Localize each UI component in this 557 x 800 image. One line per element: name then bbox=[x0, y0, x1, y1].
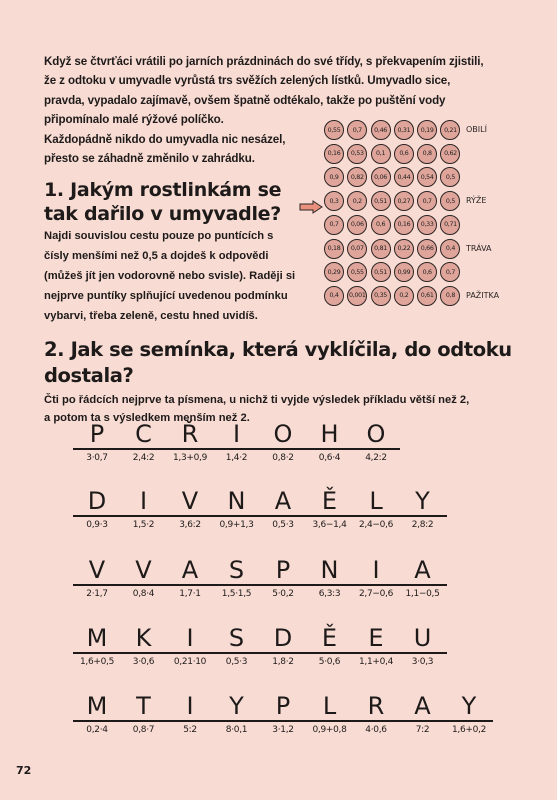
question-1-title: 1. Jakým rostlinkám se tak dařilo v umyvadle? bbox=[44, 179, 282, 225]
underline bbox=[120, 584, 168, 586]
puzzle-letter: I bbox=[186, 624, 194, 652]
number-dot: 0,3 bbox=[324, 191, 344, 211]
underline bbox=[352, 584, 400, 586]
puzzle-letter: I bbox=[372, 556, 380, 584]
puzzle-letter: I bbox=[139, 487, 148, 515]
math-expression: 0,2·4 bbox=[86, 725, 108, 735]
grid-row bbox=[324, 286, 464, 310]
intro-line: že z odtoku v umyvadle vyrůstá trs svěžích zelených lístků. Umyvadlo sice, bbox=[44, 74, 451, 88]
math-expression: 0,8·2 bbox=[272, 453, 294, 463]
number-dot: 0,54 bbox=[417, 167, 437, 187]
underline bbox=[259, 720, 307, 722]
puzzle-letter: S bbox=[228, 556, 245, 584]
puzzle-letter: L bbox=[322, 692, 337, 720]
math-expression: 1,7·1 bbox=[179, 589, 201, 599]
puzzle-letter: I bbox=[232, 420, 241, 448]
underline bbox=[213, 720, 261, 722]
number-dot: 0,61 bbox=[417, 286, 437, 306]
number-dot: 0,18 bbox=[324, 239, 344, 259]
puzzle-letter: O bbox=[366, 420, 386, 448]
intro-line: Každopádně nikdo do umyvadla nic nesázel, bbox=[44, 132, 286, 146]
letter-cell bbox=[76, 624, 118, 667]
underline bbox=[73, 515, 121, 517]
question-2-text-line: Čti po řádcích nejprve ta písmena, u nichž ti vyjde výsledek příkladu větší než 2, bbox=[44, 394, 470, 406]
math-expression: 0,9+0,8 bbox=[312, 725, 347, 735]
letter-cell bbox=[216, 487, 258, 530]
math-expression: 3·0,7 bbox=[86, 453, 108, 463]
puzzle-letter: Y bbox=[461, 692, 477, 720]
puzzle-letter: A bbox=[181, 556, 199, 584]
number-dot: 0,2 bbox=[394, 286, 414, 306]
underline bbox=[352, 720, 400, 722]
number-dot: 0,5 bbox=[440, 191, 460, 211]
math-expression: 1,4·2 bbox=[225, 453, 248, 463]
letter-cell bbox=[169, 487, 211, 530]
letter-cell bbox=[76, 556, 118, 599]
puzzle-letter: M bbox=[86, 692, 108, 720]
number-dot: 0,53 bbox=[347, 144, 367, 164]
grid-row bbox=[324, 167, 464, 191]
math-expression: 3·1,2 bbox=[272, 725, 294, 735]
number-dot: 0,5 bbox=[440, 167, 460, 187]
underline bbox=[399, 515, 447, 517]
number-dot: 0,7 bbox=[347, 120, 367, 140]
question-2-text-line: a potom ta s výsledkem menším než 2. bbox=[44, 412, 250, 424]
math-expression: 2,7−0,6 bbox=[358, 589, 394, 599]
puzzle-letter: Y bbox=[229, 692, 244, 720]
underline bbox=[73, 720, 121, 722]
number-dot: 0,21 bbox=[440, 120, 460, 140]
math-expression: 2·1,7 bbox=[86, 589, 108, 599]
underline bbox=[399, 584, 447, 586]
underline bbox=[352, 448, 400, 450]
underline bbox=[166, 515, 214, 517]
math-expression: 1,6+0,5 bbox=[79, 657, 115, 667]
letter-cell bbox=[355, 624, 397, 667]
number-dot: 0,06 bbox=[371, 167, 391, 187]
letter-cell bbox=[169, 692, 211, 735]
underline bbox=[306, 515, 354, 517]
math-expression: 6,3:3 bbox=[318, 589, 341, 599]
intro-line: připomínalo malé rýžové políčko. bbox=[44, 113, 224, 127]
puzzle-letter: U bbox=[413, 624, 432, 652]
letter-cell bbox=[123, 624, 165, 667]
math-expression: 2,8:2 bbox=[411, 520, 434, 530]
letter-cell bbox=[448, 692, 490, 735]
number-dot: 0,35 bbox=[371, 286, 391, 306]
math-expression: 5·0,2 bbox=[272, 589, 294, 599]
puzzle-letter: K bbox=[135, 624, 152, 652]
underline bbox=[166, 448, 214, 450]
underline bbox=[352, 515, 400, 517]
number-dot: 0,9 bbox=[324, 167, 344, 187]
math-expression: 7:2 bbox=[415, 725, 430, 735]
letter-cell bbox=[123, 692, 165, 735]
letter-cell bbox=[309, 487, 351, 530]
page-number: 72 bbox=[16, 764, 32, 777]
puzzle-letter: A bbox=[274, 487, 292, 515]
math-expression: 0,8·4 bbox=[132, 589, 155, 599]
letter-cell bbox=[216, 692, 258, 735]
number-dot: 0,66 bbox=[417, 239, 437, 259]
plant-label: TRÁVA bbox=[466, 243, 492, 253]
question-2 bbox=[44, 337, 524, 427]
puzzle-letter: N bbox=[227, 487, 246, 515]
puzzle-letter: V bbox=[181, 487, 199, 515]
underline bbox=[166, 652, 214, 654]
math-expression: 3·0,3 bbox=[411, 657, 434, 667]
puzzle-letter: P bbox=[275, 556, 291, 584]
puzzle-letter: R bbox=[367, 692, 385, 720]
number-dot: 0,71 bbox=[440, 215, 460, 235]
math-expression: 1,8·2 bbox=[272, 657, 294, 667]
underline bbox=[306, 652, 354, 654]
puzzle-letter: D bbox=[273, 624, 293, 652]
math-expression: 4,2:2 bbox=[365, 453, 387, 463]
math-expression: 0,6·4 bbox=[318, 453, 341, 463]
letter-cell bbox=[216, 624, 258, 667]
number-dot: 0,07 bbox=[347, 239, 367, 259]
underline bbox=[120, 652, 168, 654]
letter-cell bbox=[262, 556, 304, 599]
underline bbox=[399, 720, 447, 722]
grid-row bbox=[324, 239, 464, 263]
letter-cell bbox=[169, 624, 211, 667]
puzzle-letter: N bbox=[320, 556, 339, 584]
puzzle-letter: S bbox=[228, 624, 245, 652]
puzzle-letter: A bbox=[414, 692, 431, 720]
number-dot: 0,51 bbox=[371, 262, 391, 282]
underline bbox=[73, 448, 121, 450]
letter-cell bbox=[402, 487, 444, 530]
number-dot: 0,7 bbox=[324, 215, 344, 235]
letter-cell bbox=[355, 692, 397, 735]
math-expression: 1,3+0,9 bbox=[172, 453, 208, 463]
math-expression: 0,8·7 bbox=[132, 725, 155, 735]
math-expression: 2,4−0,6 bbox=[358, 520, 394, 530]
puzzle-letter: L bbox=[369, 487, 383, 515]
intro-line: Když se čtvrťáci vrátili po jarních prázdninách do své třídy, s překvapením zjistili, bbox=[44, 55, 484, 68]
math-expression: 1,1+0,4 bbox=[358, 657, 394, 667]
letter-cell bbox=[76, 487, 118, 530]
number-dot: 0,16 bbox=[324, 144, 344, 164]
math-expression: 0,21·10 bbox=[173, 657, 207, 667]
math-expression: 1,6+0,2 bbox=[451, 725, 487, 735]
underline bbox=[306, 448, 354, 450]
puzzle-letter: A bbox=[414, 556, 431, 584]
math-expression: 3·0,6 bbox=[132, 657, 155, 667]
math-expression: 3,6:2 bbox=[179, 520, 201, 530]
puzzle-letter: P bbox=[89, 420, 105, 448]
math-expression: 5·0,6 bbox=[318, 657, 341, 667]
intro-line: přesto se záhadně změnilo v zahrádku. bbox=[44, 152, 255, 166]
puzzle-letter: Ě bbox=[321, 624, 338, 652]
number-dot: 0,29 bbox=[324, 262, 344, 282]
letter-cell bbox=[76, 420, 118, 463]
underline bbox=[306, 720, 354, 722]
puzzle-letter: M bbox=[86, 624, 108, 652]
number-dot: 0,55 bbox=[324, 120, 344, 140]
math-expression: 1,5·2 bbox=[132, 520, 155, 530]
number-dot: 0,7 bbox=[440, 262, 460, 282]
number-dot: 0,82 bbox=[347, 167, 367, 187]
letter-cell bbox=[123, 420, 165, 463]
question-1 bbox=[44, 178, 298, 326]
grid-row bbox=[324, 262, 464, 286]
number-dot: 0,51 bbox=[371, 191, 391, 211]
underline bbox=[213, 584, 261, 586]
underline bbox=[259, 652, 307, 654]
number-dot: 0,44 bbox=[394, 167, 414, 187]
plant-label: OBILÍ bbox=[466, 125, 487, 134]
number-dot: 0,22 bbox=[394, 239, 414, 259]
arrow-right-icon bbox=[299, 200, 323, 214]
math-expression: 3,6−1,4 bbox=[312, 520, 347, 530]
letter-cell bbox=[262, 420, 304, 463]
letter-cell bbox=[309, 420, 351, 463]
number-dot: 0,31 bbox=[394, 120, 414, 140]
underline bbox=[120, 515, 168, 517]
underline bbox=[120, 448, 168, 450]
letter-cell bbox=[169, 420, 211, 463]
letter-cell bbox=[309, 624, 351, 667]
number-dot: 0,81 bbox=[371, 239, 391, 259]
number-dot: 0,001 bbox=[347, 286, 367, 306]
underline bbox=[445, 720, 493, 722]
letter-cell bbox=[402, 692, 444, 735]
underline bbox=[166, 584, 214, 586]
grid-row bbox=[324, 144, 464, 168]
math-expression: 0,5·3 bbox=[225, 657, 248, 667]
number-dot: 0,8 bbox=[417, 144, 437, 164]
puzzle-letter: I bbox=[186, 692, 194, 720]
puzzle-letter: V bbox=[135, 556, 152, 584]
letter-cell bbox=[123, 487, 165, 530]
underline bbox=[259, 515, 307, 517]
question-2-title: 2. Jak se semínka, která vyklíčila, do odtoku dostala? bbox=[44, 338, 512, 387]
letter-cell bbox=[355, 487, 397, 530]
math-expression: 5:2 bbox=[183, 725, 197, 735]
letter-cell bbox=[262, 487, 304, 530]
letter-cell bbox=[262, 624, 304, 667]
underline bbox=[73, 584, 121, 586]
puzzle-letter: Y bbox=[415, 487, 430, 515]
underline bbox=[399, 652, 447, 654]
number-dot: 0,6 bbox=[371, 215, 391, 235]
letter-cell bbox=[76, 692, 118, 735]
number-dot: 0,27 bbox=[394, 191, 414, 211]
letter-cell bbox=[216, 556, 258, 599]
number-dot: 0,6 bbox=[394, 144, 414, 164]
letter-cell bbox=[402, 556, 444, 599]
puzzle-letter: Ř bbox=[181, 420, 199, 448]
number-dot: 0,16 bbox=[394, 215, 414, 235]
underline bbox=[259, 584, 307, 586]
question-1-text: Najdi souvislou cestu pouze po puntících s čísly menšími než 0,5 a dojdeš k odpovědi (můžeš jít jen vodorovně nebo svisle). Raději si nejprve puntíky splňující uvedenou podmínku vybarvi, třeba zeleně, cestu hned uvidíš. bbox=[44, 230, 296, 322]
letter-cell bbox=[309, 692, 351, 735]
letter-cell bbox=[355, 556, 397, 599]
underline bbox=[120, 720, 168, 722]
letter-cell bbox=[402, 624, 444, 667]
puzzle-letter: C bbox=[135, 420, 152, 448]
underline bbox=[213, 448, 261, 450]
grid-row bbox=[324, 120, 464, 144]
math-expression: 4·0,6 bbox=[365, 725, 387, 735]
puzzle-letter: D bbox=[87, 487, 107, 515]
puzzle-letter: T bbox=[136, 692, 151, 720]
puzzle-letter: Ě bbox=[321, 487, 338, 515]
letter-cell bbox=[355, 420, 397, 463]
number-dot: 0,19 bbox=[417, 120, 437, 140]
math-expression: 8·0,1 bbox=[225, 725, 248, 735]
math-expression: 1,1−0,5 bbox=[405, 589, 440, 599]
grid-row bbox=[324, 191, 464, 215]
math-expression: 2,4:2 bbox=[132, 453, 155, 463]
number-dot: 0,4 bbox=[440, 239, 460, 259]
number-dot: 0,06 bbox=[347, 215, 367, 235]
number-dot: 0,6 bbox=[417, 262, 437, 282]
grid-row bbox=[324, 215, 464, 239]
underline bbox=[213, 652, 261, 654]
letter-cell bbox=[169, 556, 211, 599]
intro-line: pravda, vypadalo zajímavě, ovšem špatně odtékalo, takže po puštění vody bbox=[44, 93, 446, 107]
number-dot: 0,4 bbox=[324, 286, 344, 306]
underline bbox=[166, 720, 214, 722]
number-dot: 0,99 bbox=[394, 262, 414, 282]
number-dot: 0,8 bbox=[440, 286, 460, 306]
math-expression: 1,5·1,5 bbox=[221, 589, 252, 599]
math-expression: 0,9·3 bbox=[86, 520, 108, 530]
underline bbox=[352, 652, 400, 654]
letter-cell bbox=[262, 692, 304, 735]
puzzle-letter: H bbox=[320, 420, 339, 448]
letter-cell bbox=[216, 420, 258, 463]
number-dot: 0,46 bbox=[371, 120, 391, 140]
number-dot: 0,33 bbox=[417, 215, 437, 235]
number-dot: 0,62 bbox=[440, 144, 460, 164]
plant-label: PAŽITKA bbox=[466, 290, 500, 300]
underline bbox=[306, 584, 354, 586]
puzzle-letter: O bbox=[273, 420, 293, 448]
underline bbox=[213, 515, 261, 517]
puzzle-letter: V bbox=[88, 556, 106, 584]
puzzle-letter: P bbox=[275, 692, 291, 720]
letter-cell bbox=[123, 556, 165, 599]
math-expression: 0,9+1,3 bbox=[219, 520, 254, 530]
number-dot: 0,1 bbox=[371, 144, 391, 164]
puzzle-letter: E bbox=[368, 624, 384, 652]
plant-label: RÝŽE bbox=[466, 196, 487, 206]
letter-cell bbox=[309, 556, 351, 599]
math-expression: 0,5·3 bbox=[272, 520, 294, 530]
number-dot: 0,55 bbox=[347, 262, 367, 282]
number-dot: 0,2 bbox=[347, 191, 367, 211]
underline bbox=[259, 448, 307, 450]
underline bbox=[73, 652, 121, 654]
number-dot: 0,7 bbox=[417, 191, 437, 211]
